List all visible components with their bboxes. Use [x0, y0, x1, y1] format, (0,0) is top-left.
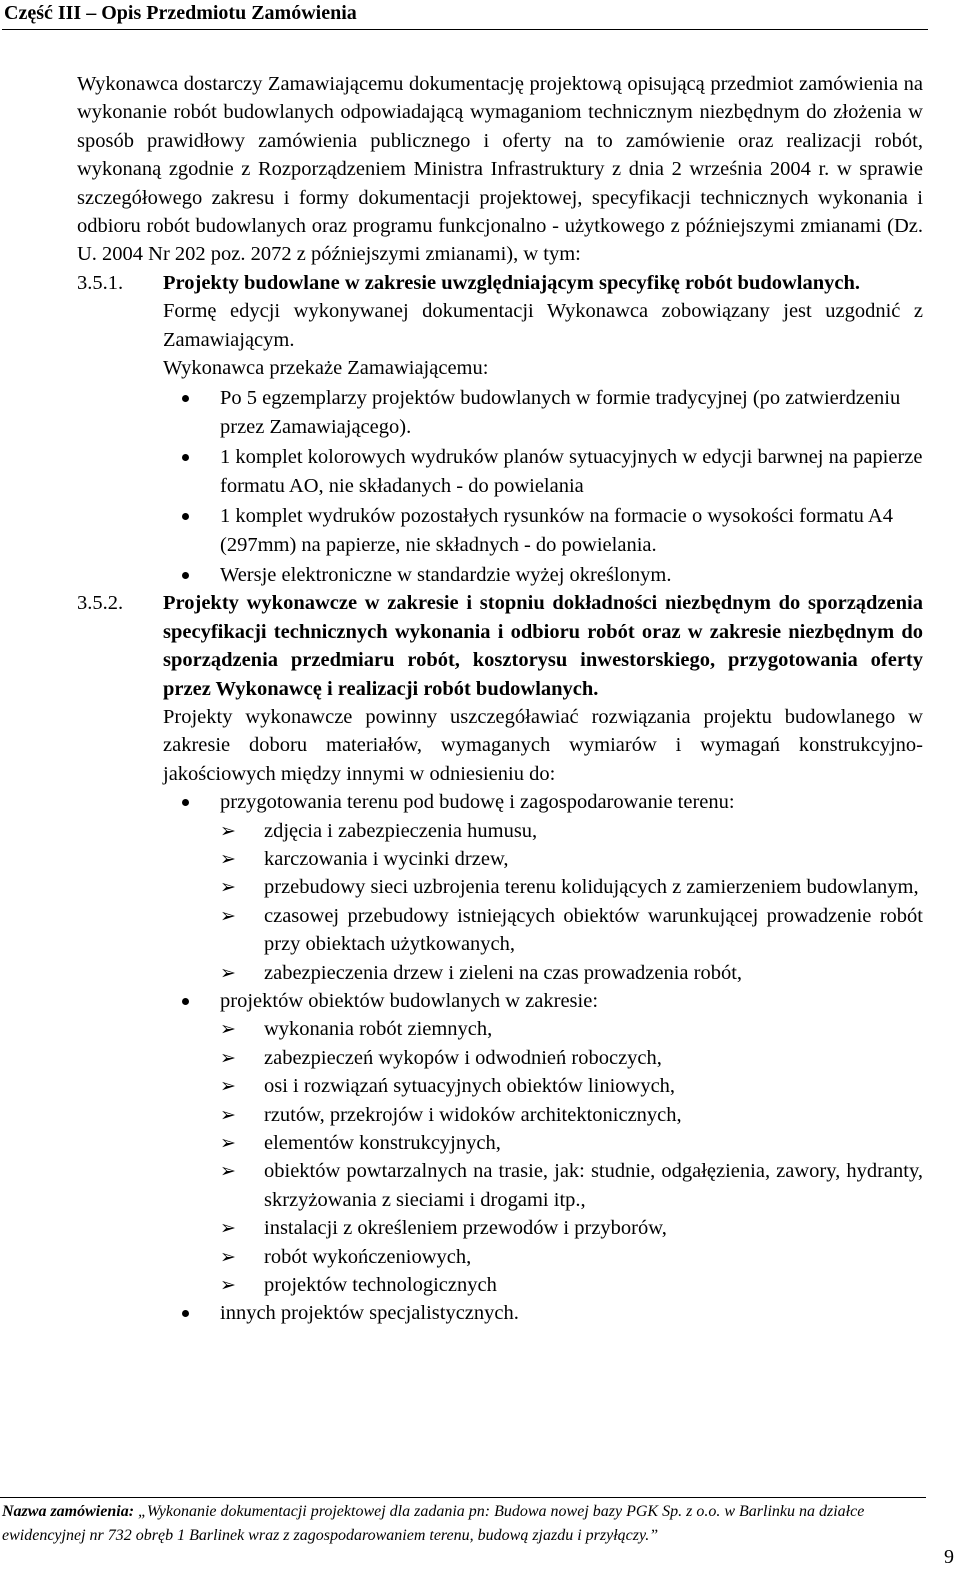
list-item — [163, 384, 923, 441]
list-item-text: 1 komplet wydruków pozostałych rysunków na formacie o wysokości formatu A4 (297mm) na papierze, nie składnych - do powielania. — [220, 505, 893, 556]
sub-list-item — [220, 817, 923, 845]
sub-list-item-text: obiektów powtarzalnych na trasie, jak: studnie, odgałęzienia, zawory, hydranty, skrzyżowania z sieciami i drogami itp., — [264, 1160, 923, 1211]
list-item-text: projektów obiektów budowlanych w zakresie: — [220, 990, 599, 1012]
list-item-text: Wersje elektroniczne w standardzie wyżej określonym. — [220, 563, 672, 586]
sub-list-item-text: instalacji z określeniem przewodów i przyborów, — [264, 1217, 667, 1240]
page-number: 9 — [944, 1546, 954, 1568]
arrow-bullet-icon: ➢ — [220, 1160, 236, 1183]
footer-label: Nazwa zamówienia: — [2, 1503, 135, 1520]
arrow-bullet-icon: ➢ — [220, 1132, 236, 1155]
bullet-icon — [182, 513, 189, 520]
arrow-bullet-icon: ➢ — [220, 1245, 236, 1268]
arrow-bullet-icon: ➢ — [220, 904, 236, 927]
sub-list-item — [220, 1157, 923, 1214]
sub-list-item — [220, 1044, 923, 1072]
section-3-5-2 — [77, 589, 923, 1328]
deliverables-list — [163, 384, 923, 589]
sub-list-item-text: czasowej przebudowy istniejących obiektów warunkującej prowadzenie robót przy obiektach użytkowanych, — [264, 904, 923, 956]
footer-divider — [0, 1497, 926, 1498]
intro-paragraph: Wykonawca dostarczy Zamawiającemu dokumentację projektową opisującą przedmiot zamówienia na wykonanie robót budowlanych odpowiadającą wymaganiom technicznym niezbędnym do złożenia w sposób prawidłowy zamówienia publicznego i oferty na to zamówienie oraz realizacji robót, wykonaną zgodnie z Rozporządzeniem Ministra Infrastruktury z dnia 2 września 2004 r. w sprawie szczegółowego zakresu i formy dokumentacji projektowej, specyfikacji technicznych wykonania i odbioru robót budowlanych oraz programu funkcjonalno - użytkowego z późniejszymi zmianami (Dz. U. 2004 Nr 202 poz. 2072 z późniejszymi zmianami), w tym: — [77, 73, 923, 266]
section-heading: Projekty wykonawcze w zakresie i stopniu dokładności niezbędnym do sporządzenia specyfikacji technicznych wykonania i odbioru robót oraz w zakresie niezbędnym do sporządzenia przedmiaru robót, kosztorysu inwestorskiego, przygotowania oferty przez Wykonawcę i realizacji robót budowlanych. — [163, 592, 923, 700]
list-item — [163, 788, 923, 987]
sub-list-item-text: zabezpieczenia drzew i zieleni na czas prowadzenia robót, — [264, 961, 743, 984]
arrow-bullet-icon: ➢ — [220, 1046, 236, 1069]
sub-list-item — [220, 1129, 923, 1157]
sub-list-item-text: wykonania robót ziemnych, — [264, 1018, 493, 1041]
bullet-icon — [182, 1310, 189, 1317]
list-item — [163, 502, 923, 559]
section-3-5-1 — [77, 269, 923, 589]
bullet-icon — [182, 572, 189, 579]
sub-list-item-text: zabezpieczeń wykopów i odwodnień roboczych, — [264, 1046, 662, 1069]
page-header-title: Część III – Opis Przedmiotu Zamówienia — [4, 2, 357, 24]
list-item — [163, 443, 923, 500]
sub-list-item — [220, 845, 923, 873]
sub-list-item — [220, 873, 923, 901]
arrow-bullet-icon: ➢ — [220, 961, 236, 984]
document-body — [77, 70, 923, 1328]
section-number: 3.5.2. — [77, 592, 124, 615]
sub-list-item-text: projektów technologicznych — [264, 1274, 497, 1297]
sub-list — [220, 1015, 923, 1299]
sub-list-item — [220, 1101, 923, 1129]
arrow-bullet-icon: ➢ — [220, 876, 236, 899]
arrow-bullet-icon: ➢ — [220, 1217, 236, 1240]
list-item-text: Po 5 egzemplarzy projektów budowlanych w formie tradycyjnej (po zatwierdzeniu przez Zamawiającego). — [220, 387, 901, 438]
bullet-icon — [182, 454, 189, 461]
list-item-text: przygotowania terenu pod budowę i zagospodarowanie terenu: — [220, 791, 735, 814]
page-footer — [2, 1500, 930, 1548]
arrow-bullet-icon: ➢ — [220, 1274, 236, 1297]
sub-list — [220, 817, 923, 987]
arrow-bullet-icon: ➢ — [220, 1075, 236, 1098]
arrow-bullet-icon: ➢ — [220, 819, 236, 842]
sub-list-item — [220, 1243, 923, 1271]
sub-list-item — [220, 902, 923, 959]
scope-list — [163, 788, 923, 1328]
sub-list-item-text: robót wykończeniowych, — [264, 1245, 472, 1268]
sub-list-item — [220, 959, 923, 987]
sub-list-item-text: przebudowy sieci uzbrojenia terenu kolidujących z zamierzeniem budowlanym, — [264, 876, 919, 899]
list-item-text: 1 komplet kolorowych wydruków planów sytuacyjnych w edycji barwnej na papierze formatu AO, nie składanych - do powielania — [220, 446, 923, 497]
list-item — [163, 987, 923, 1299]
arrow-bullet-icon: ➢ — [220, 847, 236, 870]
header-divider — [2, 29, 928, 30]
sub-list-item-text: elementów konstrukcyjnych, — [264, 1132, 501, 1155]
section-heading: Projekty budowlane w zakresie uwzględniającym specyfikę robót budowlanych. — [163, 271, 861, 294]
bullet-icon — [182, 799, 189, 806]
list-item — [163, 561, 923, 589]
arrow-bullet-icon: ➢ — [220, 1103, 236, 1126]
section-number: 3.5.1. — [77, 271, 124, 294]
bullet-icon — [182, 998, 189, 1005]
sub-list-item-text: rzutów, przekrojów i widoków architektonicznych, — [264, 1103, 682, 1126]
bullet-icon — [182, 395, 189, 402]
section-paragraph: Formę edycji wykonywanej dokumentacji Wykonawca zobowiązany jest uzgodnić z Zamawiającym. — [163, 300, 923, 351]
sub-list-item — [220, 1015, 923, 1043]
list-item-text: innych projektów specjalistycznych. — [220, 1302, 519, 1325]
sub-list-item-text: osi i rozwiązań sytuacyjnych obiektów liniowych, — [264, 1075, 676, 1098]
section-paragraph: Projekty wykonawcze powinny uszczegóławiać rozwiązania projektu budowlanego w zakresie doboru materiałów, wymaganych wymiarów i wymagań konstrukcyjno-jakościowych między innymi w odniesieniu do: — [163, 705, 923, 785]
list-item — [163, 1299, 923, 1327]
sub-list-item — [220, 1271, 923, 1299]
section-paragraph: Wykonawca przekaże Zamawiającemu: — [163, 357, 489, 380]
sub-list-item-text: zdjęcia i zabezpieczenia humusu, — [264, 819, 538, 842]
sub-list-item-text: karczowania i wycinki drzew, — [264, 847, 509, 870]
sub-list-item — [220, 1072, 923, 1100]
arrow-bullet-icon: ➢ — [220, 1018, 236, 1041]
sub-list-item — [220, 1214, 923, 1242]
footer-text: „Wykonanie dokumentacji projektowej dla zadania pn: Budowa nowej bazy PGK Sp. z o.o. w Barlinku na działce ewidencyjnej nr 732 obręb 1 Barlinek wraz z zagospodarowaniem terenu, budową zjazdu i przyłączy.” — [2, 1503, 865, 1544]
